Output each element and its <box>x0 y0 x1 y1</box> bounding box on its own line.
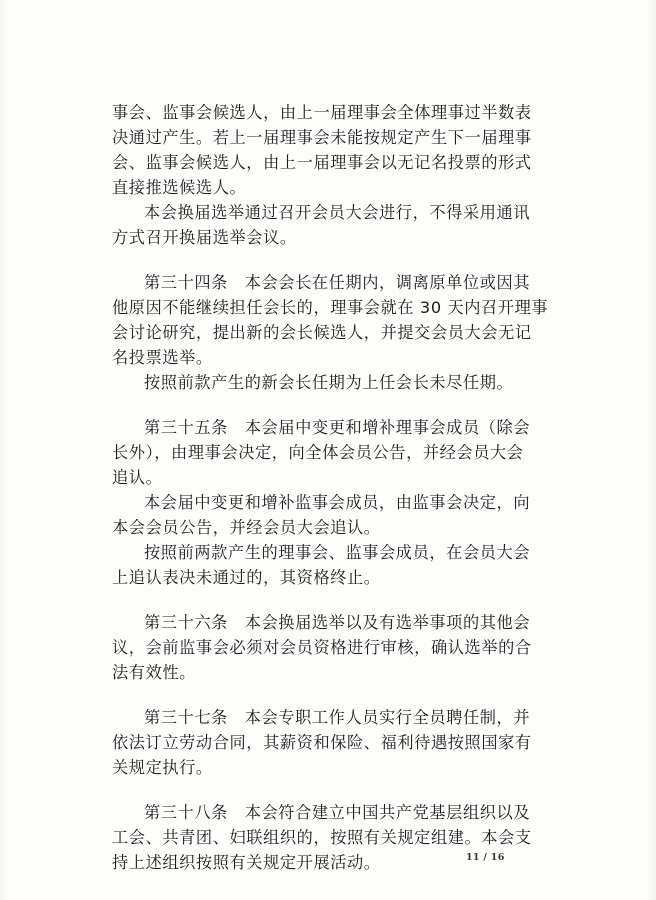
text-line: 依法订立劳动合同，其薪资和保险、福利待遇按照国家有 <box>112 733 532 752</box>
text-line: 本会会员公告，并经会员大会追认。 <box>112 518 381 537</box>
text-line: 会讨论研究，提出新的会长候选人，并提交会员大会无记 <box>112 323 532 342</box>
text-line: 按照前款产生的新会长任期为上任会长未尽任期。 <box>144 373 514 392</box>
article-34-heading: 第三十四条 本会会长在任期内，调离原单位或因其 <box>144 273 531 292</box>
text-line: 名投票选举。 <box>112 348 213 367</box>
text-line: 按照前两款产生的理事会、监事会成员，在会员大会 <box>144 543 531 562</box>
text-line: 事会、监事会候选人，由上一届理事会全体理事过半数表 <box>112 103 532 122</box>
text-line: 他原因不能继续担任会长的，理事会就在 30 天内召开理事 <box>112 298 549 317</box>
text-line: 直接推选候选人。 <box>112 178 247 197</box>
article-35-heading: 第三十五条 本会届中变更和增补理事会成员（除会 <box>144 418 531 437</box>
article-38-heading: 第三十八条 本会符合建立中国共产党基层组织以及 <box>144 803 531 822</box>
text-line: 决通过产生。若上一届理事会未能按规定产生下一届理事 <box>112 128 532 147</box>
text-line: 持上述组织按照有关规定开展活动。 <box>112 853 381 872</box>
article-37-heading: 第三十七条 本会专职工作人员实行全员聘任制，并 <box>144 708 531 727</box>
text-line: 本会届中变更和增补监事会成员，由监事会决定，向 <box>144 493 531 512</box>
text-line: 关规定执行。 <box>112 758 213 777</box>
text-line: 长外），由理事会决定，向全体会员公告，并经会员大会 <box>112 443 524 462</box>
article-36-heading: 第三十六条 本会换届选举以及有选举事项的其他会 <box>144 613 531 632</box>
text-line: 追认。 <box>112 468 163 487</box>
text-line: 本会换届选举通过召开会员大会进行，不得采用通讯 <box>144 203 531 222</box>
document-body <box>112 100 552 875</box>
text-line: 工会、共青团、妇联组织的，按照有关规定组建。本会支 <box>112 828 532 847</box>
text-line: 上追认表决未通过的，其资格终止。 <box>112 568 381 587</box>
text-line: 方式召开换届选举会议。 <box>112 228 297 247</box>
text-line: 会、监事会候选人，由上一届理事会以无记名投票的形式 <box>112 153 532 172</box>
text-line: 法有效性。 <box>112 663 196 682</box>
text-line: 议，会前监事会必须对会员资格进行审核，确认选举的合 <box>112 638 532 657</box>
page-number: 11 / 16 <box>466 852 505 863</box>
